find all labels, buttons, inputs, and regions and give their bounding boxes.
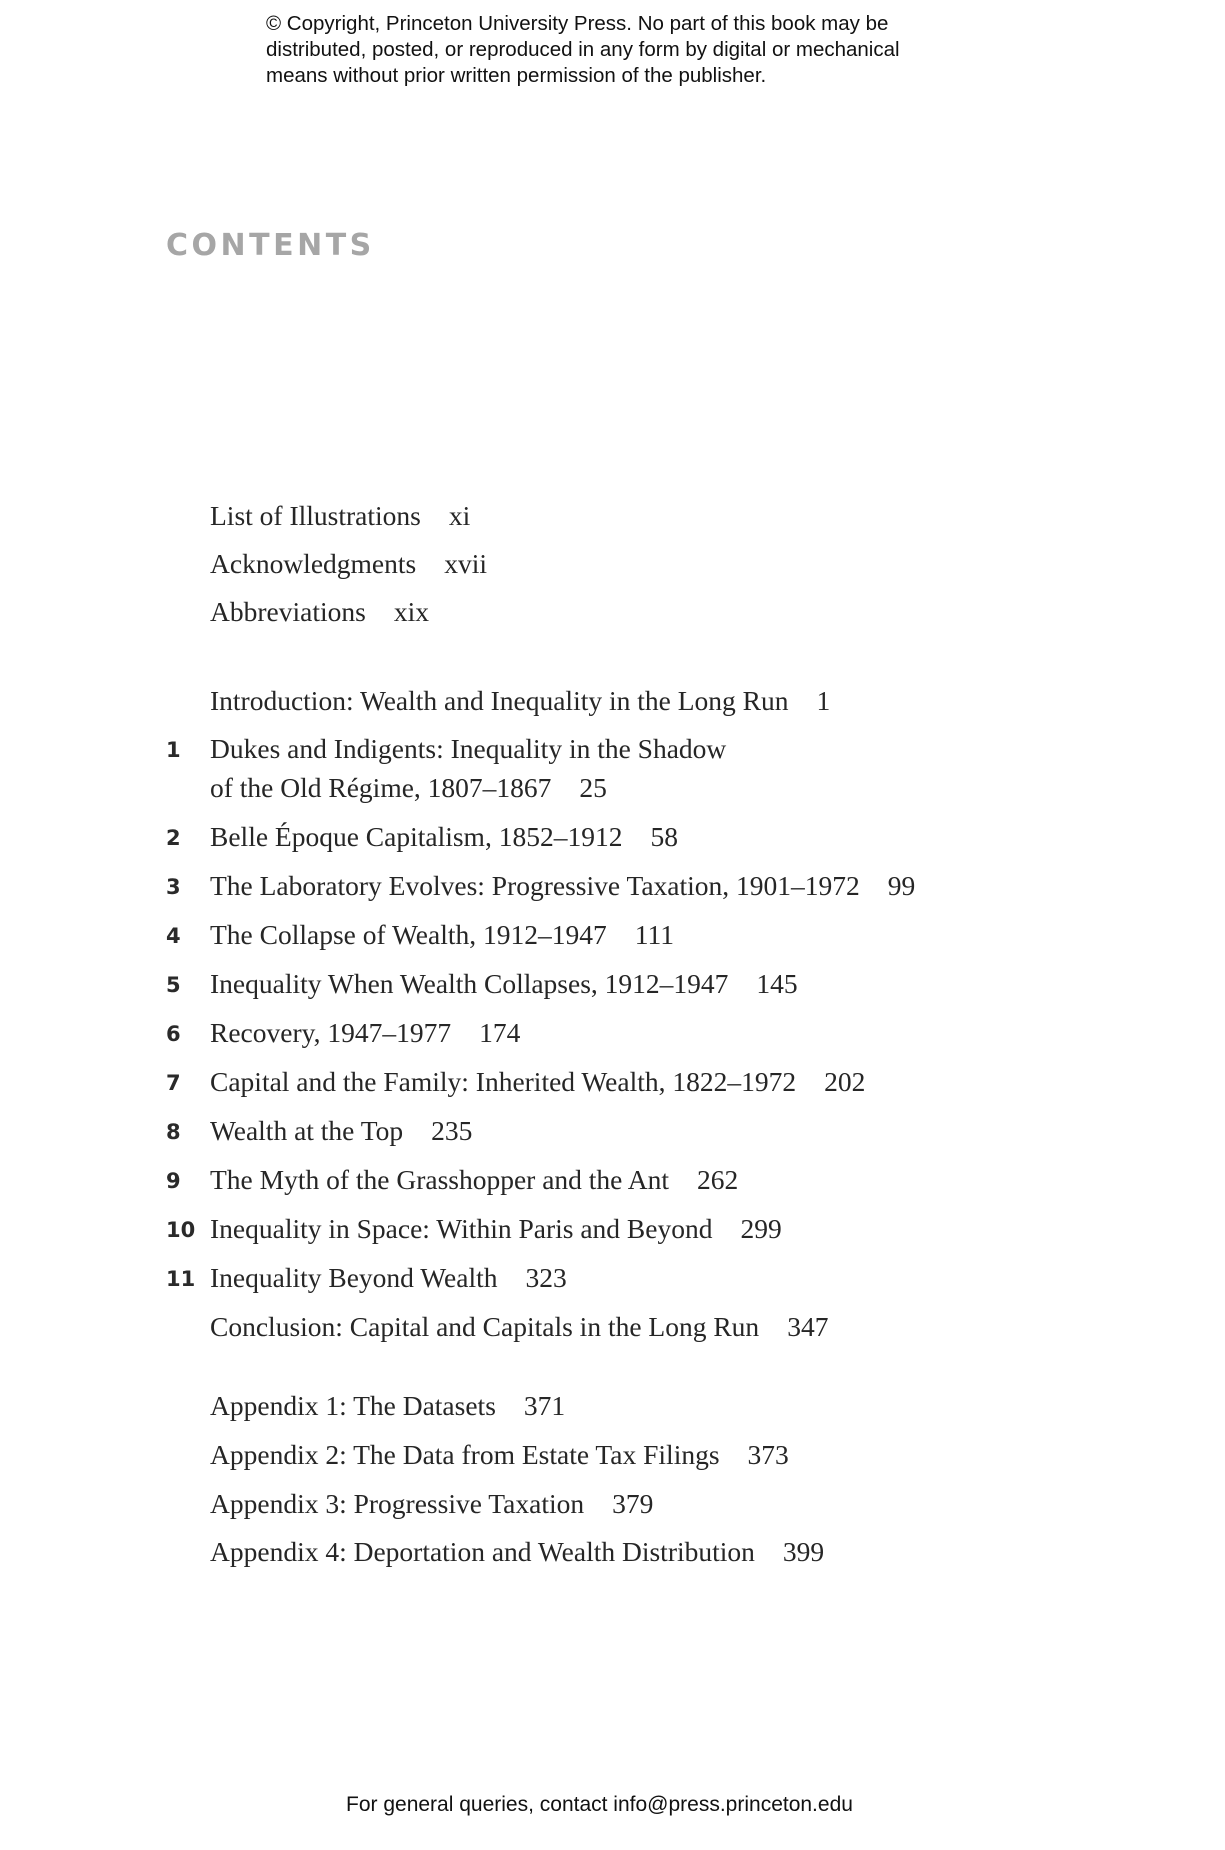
toc-entry-page: 371 xyxy=(523,1390,566,1421)
toc-entry-appendix-3[interactable] xyxy=(166,1484,1066,1523)
toc-entry-appendix-2[interactable] xyxy=(166,1435,1066,1474)
toc-entry-title: Acknowledgments xyxy=(210,548,417,579)
toc-entry-title: Recovery, 1947–1977 xyxy=(210,1017,452,1048)
toc-entry-acknowledgments[interactable] xyxy=(166,544,1066,583)
toc-entry-title: Appendix 1: The Datasets xyxy=(210,1390,496,1421)
toc-entry-page: 262 xyxy=(697,1164,739,1195)
chapter-number: 5 xyxy=(166,973,181,997)
copyright-line-3: means without prior written permission of the publisher. xyxy=(266,64,767,87)
chapter-number: 3 xyxy=(166,875,181,899)
toc-entry-title: Abbreviations xyxy=(210,596,366,627)
toc-entry-title: Wealth at the Top xyxy=(210,1115,404,1146)
toc-entry-page: 145 xyxy=(756,968,798,999)
toc-entry-chapter-8[interactable] xyxy=(166,1111,1066,1150)
toc-entry-title: Inequality When Wealth Collapses, 1912–1947 xyxy=(210,968,729,999)
toc-entry-page: 373 xyxy=(747,1439,789,1470)
toc-entry-page: 235 xyxy=(431,1115,473,1146)
page-title: CONTENTS xyxy=(166,228,375,263)
copyright-line-1: © Copyright, Princeton University Press. No part of this book may be xyxy=(266,12,889,35)
toc-entry-title: The Myth of the Grasshopper and the Ant xyxy=(210,1164,670,1195)
copyright-line-2: distributed, posted, or reproduced in any form by digital or mechanical xyxy=(266,38,900,61)
toc-entry-title: Introduction: Wealth and Inequality in the Long Run xyxy=(210,685,789,716)
toc-entry-page: 347 xyxy=(787,1311,829,1342)
toc-entry-title: List of Illustrations xyxy=(210,500,421,531)
toc-entry-title: Conclusion: Capital and Capitals in the Long Run xyxy=(210,1311,760,1342)
toc-entry-page: 111 xyxy=(634,919,674,950)
toc-entry-title-line-1: Dukes and Indigents: Inequality in the Shadow xyxy=(210,733,727,764)
toc-entry-title: Belle Époque Capitalism, 1852–1912 xyxy=(210,821,623,852)
footer-contact: For general queries, contact info@press.princeton.edu xyxy=(346,1793,853,1816)
toc-entry-chapter-2[interactable] xyxy=(166,817,1066,856)
toc-entry-title: The Laboratory Evolves: Progressive Taxation, 1901–1972 xyxy=(210,870,860,901)
toc-entry-page: xvii xyxy=(444,548,487,579)
toc-entry-introduction[interactable] xyxy=(166,681,1066,720)
toc-entry-chapter-6[interactable] xyxy=(166,1013,1066,1052)
chapter-number: 7 xyxy=(166,1071,181,1095)
chapter-number: 2 xyxy=(166,826,181,850)
chapter-number: 9 xyxy=(166,1169,181,1193)
toc-entry-page: 174 xyxy=(479,1017,521,1048)
toc-entry-title: Inequality in Space: Within Paris and Beyond xyxy=(210,1213,713,1244)
toc-entry-title: Capital and the Family: Inherited Wealth, 1822–1972 xyxy=(210,1066,797,1097)
toc-entry-page: 99 xyxy=(887,870,916,901)
toc-entry-list-of-illustrations[interactable] xyxy=(166,496,1066,535)
toc-entry-page: 1 xyxy=(816,685,831,716)
chapter-number: 1 xyxy=(166,738,181,762)
toc-entry-page: xi xyxy=(448,500,471,531)
toc-entry-chapter-7[interactable] xyxy=(166,1062,1066,1101)
chapter-number: 11 xyxy=(166,1267,196,1291)
toc-entry-title: Appendix 2: The Data from Estate Tax Filings xyxy=(210,1439,720,1470)
chapter-number: 10 xyxy=(166,1218,196,1242)
toc-entry-appendix-1[interactable] xyxy=(166,1386,1066,1425)
chapter-number: 4 xyxy=(166,924,181,948)
toc-entry-chapter-5[interactable] xyxy=(166,964,1066,1003)
toc-entry-chapter-1[interactable] xyxy=(166,729,1066,807)
toc-entry-page: 25 xyxy=(579,772,607,803)
toc-entry-page: 202 xyxy=(824,1066,866,1097)
toc-entry-page: 379 xyxy=(612,1488,654,1519)
toc-entry-title: Inequality Beyond Wealth xyxy=(210,1262,498,1293)
copyright-notice xyxy=(266,11,1026,89)
toc-entry-chapter-9[interactable] xyxy=(166,1160,1066,1199)
toc-entry-chapter-10[interactable] xyxy=(166,1209,1066,1248)
toc-entry-conclusion[interactable] xyxy=(166,1307,1066,1346)
toc-entry-page: 323 xyxy=(525,1262,567,1293)
toc-entry-page: 399 xyxy=(782,1536,825,1567)
toc-entry-chapter-4[interactable] xyxy=(166,915,1066,954)
toc-entry-title-line-2: of the Old Régime, 1807–1867 xyxy=(210,772,552,803)
toc-entry-page: 299 xyxy=(740,1213,782,1244)
toc-entry-abbreviations[interactable] xyxy=(166,592,1066,631)
toc-entry-appendix-4[interactable] xyxy=(166,1532,1066,1571)
toc-entry-title: The Collapse of Wealth, 1912–1947 xyxy=(210,919,607,950)
toc-entry-page: xix xyxy=(393,596,429,627)
toc-entry-title: Appendix 3: Progressive Taxation xyxy=(210,1488,585,1519)
chapter-number: 8 xyxy=(166,1120,181,1144)
chapter-number: 6 xyxy=(166,1022,181,1046)
toc-entry-chapter-3[interactable] xyxy=(166,866,1066,905)
toc-entry-chapter-11[interactable] xyxy=(166,1258,1066,1297)
toc-entry-page: 58 xyxy=(650,821,678,852)
toc-entry-title: Appendix 4: Deportation and Wealth Distribution xyxy=(210,1536,755,1567)
